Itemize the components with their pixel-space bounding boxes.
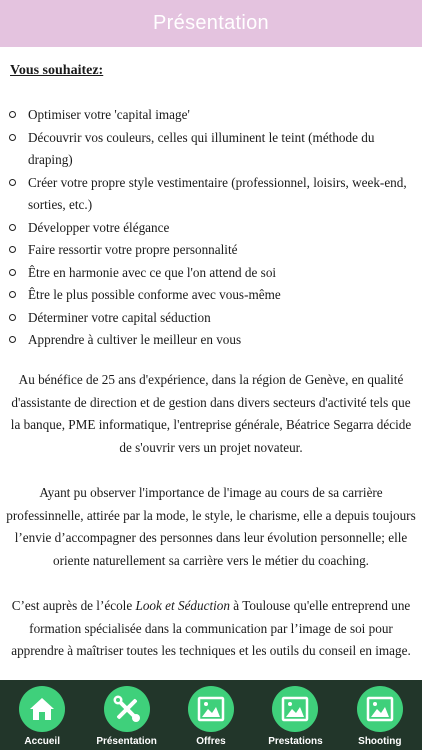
bullet-icon	[9, 336, 16, 343]
list-item-text: Faire ressortir votre propre personnalité	[28, 242, 238, 257]
tab-accueil[interactable]	[0, 680, 84, 750]
list-item-text: Être en harmonie avec ce que l'on attend de soi	[28, 264, 277, 280]
bullet-icon	[9, 314, 16, 321]
tab-offres[interactable]	[169, 680, 253, 750]
tab-shooting[interactable]	[338, 680, 422, 750]
bullet-icon	[9, 291, 16, 298]
list-item	[0, 262, 422, 285]
training-text-start: C’est auprès de l’école	[11, 598, 136, 613]
image-icon	[357, 686, 403, 732]
bullet-icon	[9, 179, 16, 186]
tools-icon	[104, 686, 150, 732]
bullet-icon	[9, 269, 16, 276]
list-item-text: Déterminer votre capital séduction	[28, 309, 211, 325]
bullet-icon	[9, 134, 16, 141]
training-text-end: à Toulouse qu'elle entreprend une formation spécialisée dans la communication par l’image de soi pour apprendre à maîtriser toutes les techniques et les outils du conseil en image.	[11, 598, 411, 658]
bullet-icon	[9, 246, 16, 253]
list-item	[0, 217, 422, 240]
tab-label: Présentation	[96, 736, 157, 747]
career-paragraph: Ayant pu observer l'importance de l'image au cours de sa carrière professinnelle, attirée par la mode, le style, le charisme, elle a depuis toujours l’envie d’accompagner des personnes dans leur évolution personnelle; elle oriente naturellement sa carrière vers le métier du coaching.	[6, 485, 416, 568]
bullet-icon	[9, 224, 16, 231]
training-paragraph	[6, 595, 416, 663]
tab-label: Accueil	[24, 736, 60, 747]
list-item	[0, 284, 422, 307]
section-heading: Vous souhaitez:	[10, 63, 104, 78]
list-item	[0, 239, 422, 262]
list-item-text: Créer votre propre style vestimentaire (professionnel, loisirs, week-end, sorties, etc.)	[28, 174, 407, 212]
tab-prestations[interactable]	[253, 680, 337, 750]
experience-paragraph: Au bénéfice de 25 ans d'expérience, dans la région de Genève, en qualité d'assistante de direction et de gestion dans divers secteurs d'activité tels que la banque, PME informatique, l'entreprise générale, Béatrice Segarra décide de s'ouvrir vers un projet novateur.	[10, 372, 412, 455]
list-item	[0, 307, 422, 330]
home-icon	[19, 686, 65, 732]
tab-label: Offres	[196, 736, 226, 747]
tab-label: Prestations	[268, 736, 323, 747]
tab-label: Shooting	[358, 736, 402, 747]
list-item	[0, 127, 422, 172]
image-icon	[188, 686, 234, 732]
list-item-text: Apprendre à cultiver le meilleur en vous	[28, 332, 242, 347]
wish-list	[0, 104, 422, 352]
tab-bar	[0, 680, 422, 750]
list-item-text: Découvrir vos couleurs, celles qui illuminent le teint (méthode du draping)	[28, 129, 375, 167]
image-icon	[272, 686, 318, 732]
list-item-text: Être le plus possible conforme avec vous-même	[28, 287, 281, 302]
list-item-text: Développer votre élégance	[28, 219, 170, 235]
header-bar	[0, 0, 422, 47]
page-title: Présentation	[153, 12, 269, 34]
tab-presentation[interactable]	[84, 680, 168, 750]
school-name: Look et Séduction	[135, 598, 230, 613]
list-item	[0, 104, 422, 127]
list-item	[0, 172, 422, 217]
bullet-icon	[9, 111, 16, 118]
list-item-text: Optimiser votre 'capital image'	[28, 107, 190, 122]
content-area[interactable]	[0, 47, 422, 680]
list-item	[0, 329, 422, 352]
